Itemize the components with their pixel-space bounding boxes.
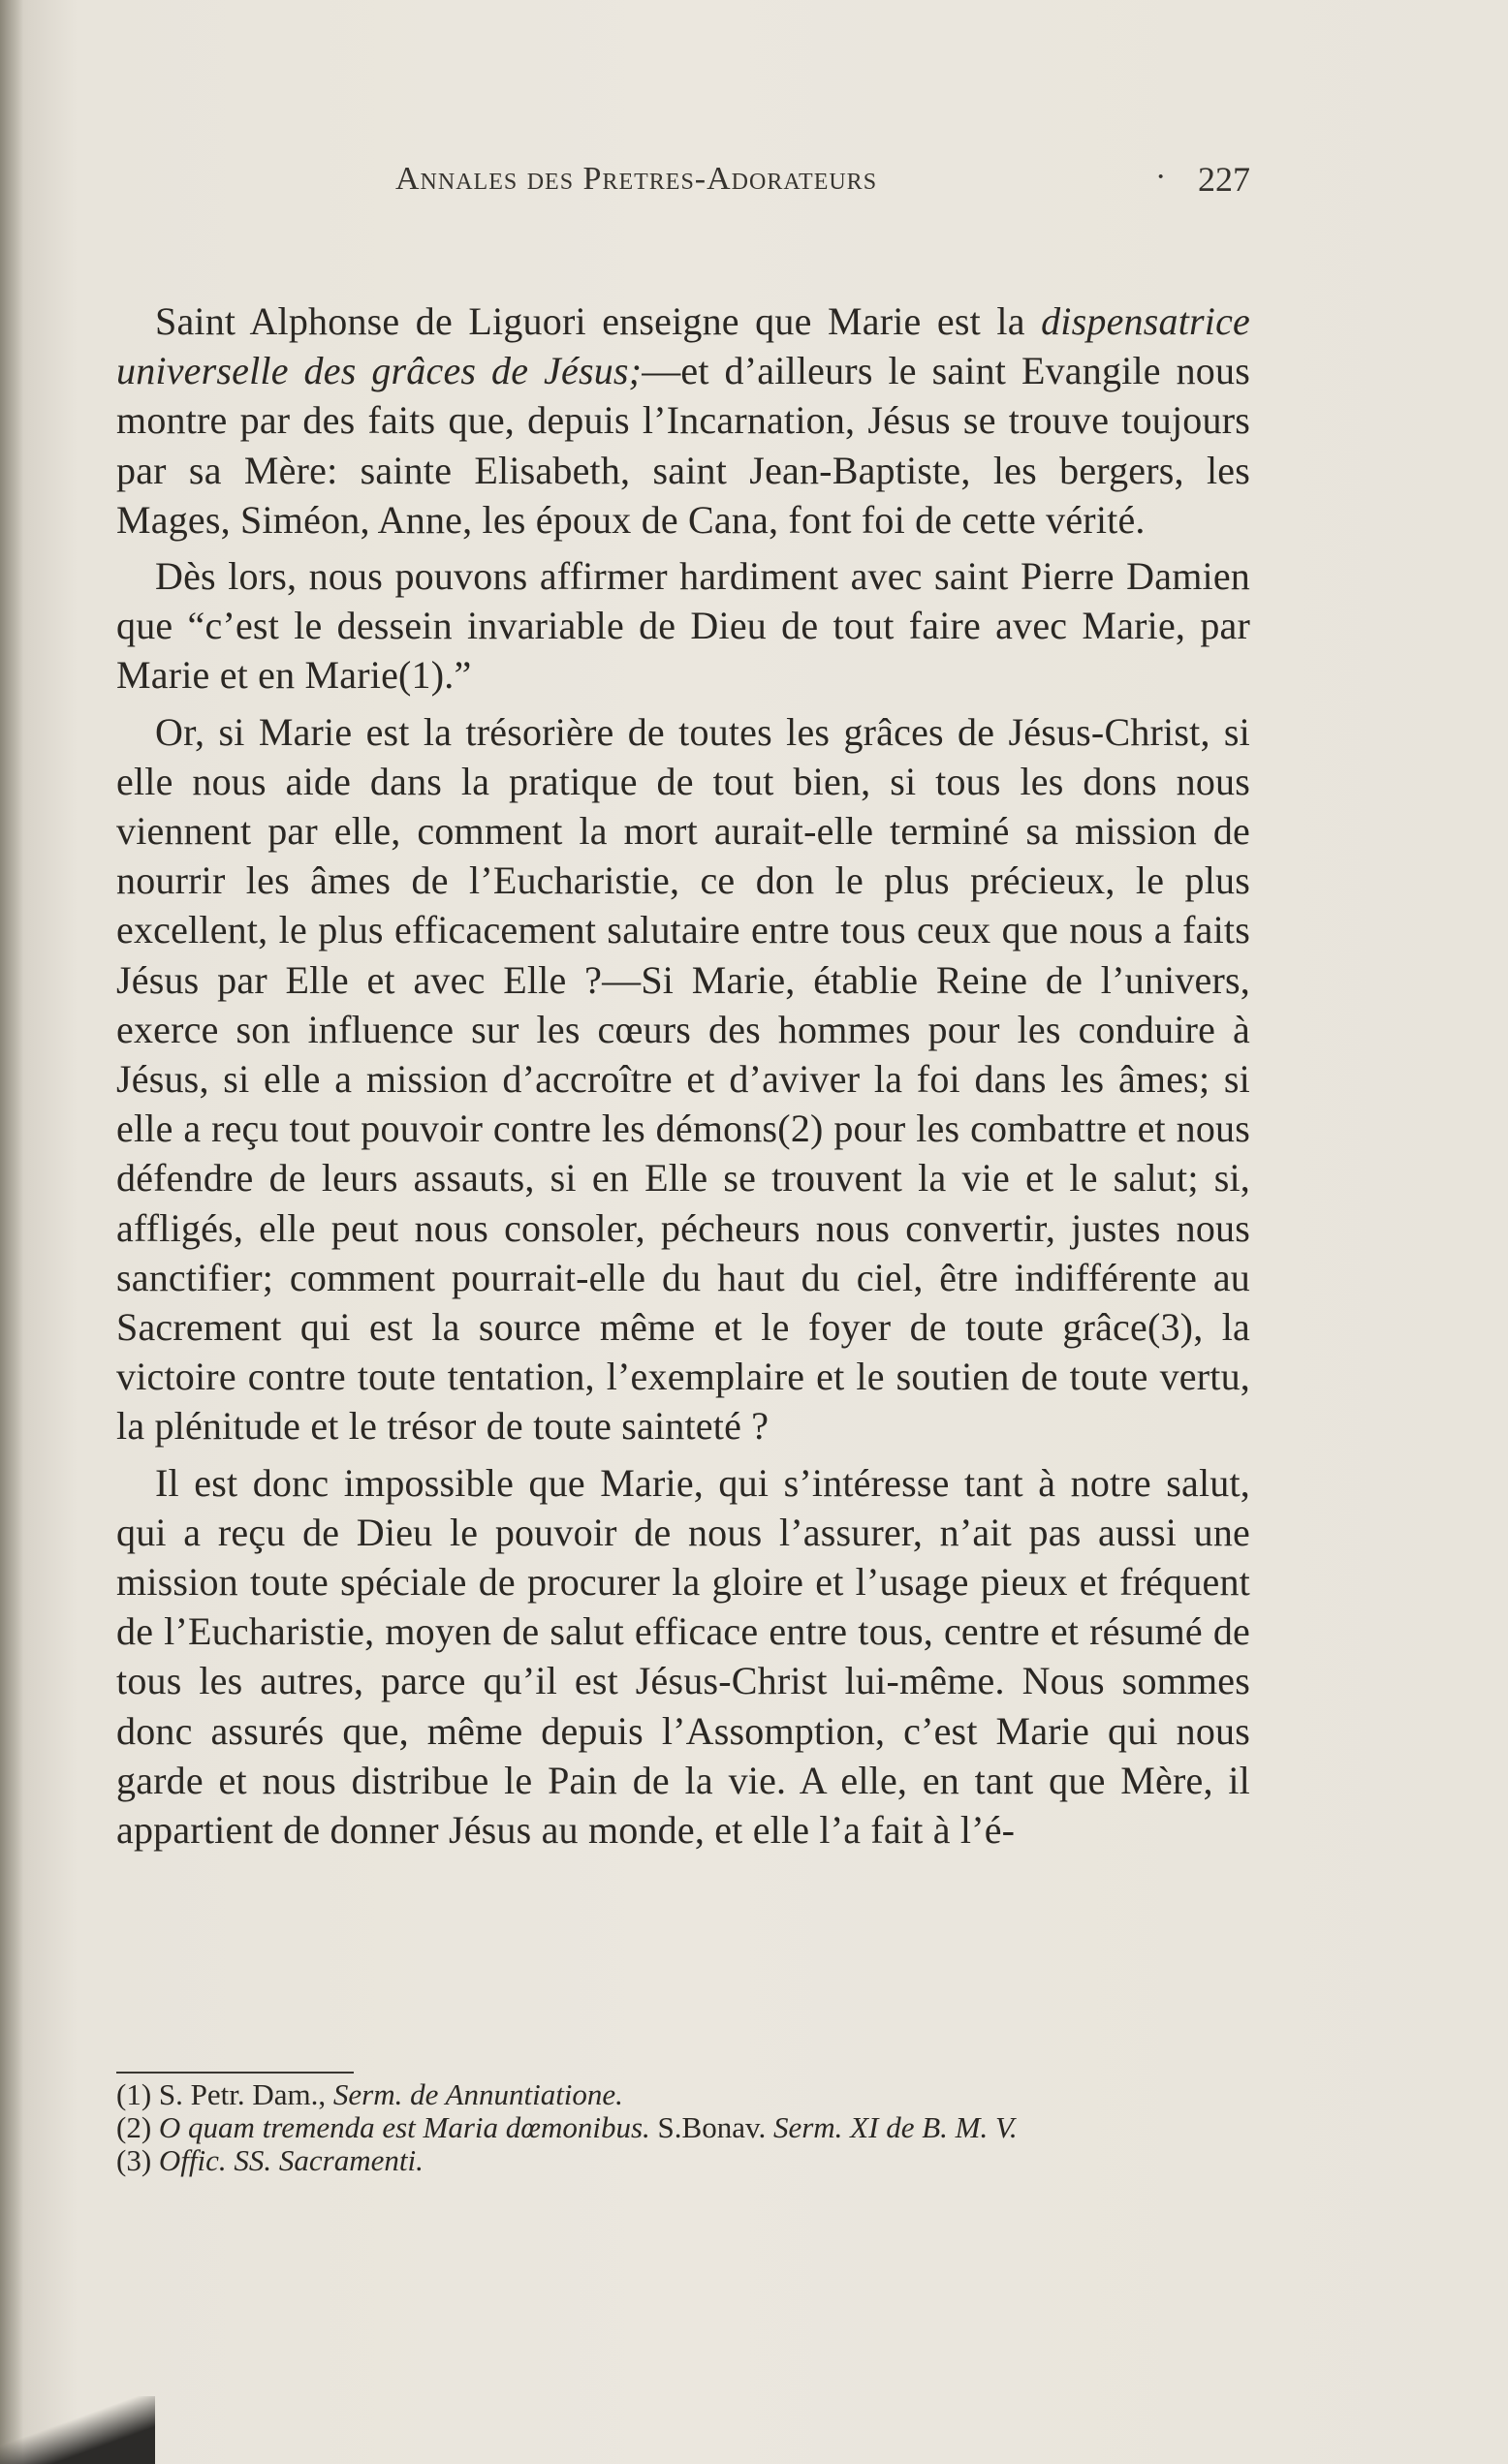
footnote-rule	[116, 2072, 354, 2074]
paragraph-3-run-1: Or, si Marie est la trésorière de toutes les grâces de Jésus-Christ, si elle nous aide dans la pratique de tout bien, si tous les dons nous viennent par elle, comment la mort aurait-elle terminé sa mission de nourrir les âmes de l’Eucharistie, ce don le plus précieux, le plus excellent, le plus efficacement salutaire entre tous ceux que nous a faits Jésus par Elle et avec Elle ?—Si Marie, établie Reine de l’univers, exerce son influence sur les cœurs des hommes pour les conduire à Jésus, si elle a mission d’accroître et d’aviver la foi dans les âmes; si elle a reçu tout pouvoir contre les démons(2) pour les combattre et nous défendre de leurs assauts, si en Elle se trouvent la vie et le salut; si, affligés, elle peut nous consoler, pécheurs nous convertir, justes nous sanctifier; comment pourrait-elle du haut du ciel, être indifférente au Sacrement qui est la source même et le foyer de toute grâce(3), la victoire contre toute tentation, l’exemplaire et le soutien de toute vertu, la plénitude et le trésor de toute sainteté ?	[116, 709, 1250, 1449]
footnote-1-run-2: Serm. de Annuntiatione.	[332, 2077, 623, 2111]
paragraph-1-run-1: Saint Alphonse de Liguori enseigne que Marie est la	[155, 299, 1042, 343]
header-dot: ·	[1155, 159, 1167, 195]
footnote-2-run-1: (2)	[116, 2110, 159, 2144]
paragraph-4	[116, 1458, 1250, 1856]
paragraph-2	[116, 551, 1250, 701]
page-header	[116, 155, 1250, 203]
paragraph-2-run-1: Dès lors, nous pouvons affirmer hardiment avec saint Pierre Damien que “c’est le dessein invariable de Dieu de tout faire avec Marie, par Marie et en Marie(1).”	[116, 554, 1250, 698]
footnote-2	[116, 2111, 1250, 2144]
footnote-1	[116, 2078, 1250, 2111]
page-corner-shadow	[0, 2396, 155, 2464]
paragraph-1-run-2: dispensatrice universelle des grâces de Jésus;	[116, 299, 1250, 393]
running-title: Annales des Pretres-Adorateurs	[395, 161, 878, 197]
footnote-2-run-2: O quam tremenda est Maria dœmonibus.	[158, 2110, 650, 2144]
page-number: 227	[1198, 160, 1250, 199]
paragraph-4-run-1: Il est donc impossible que Marie, qui s’intéresse tant à notre salut, qui a reçu de Dieu le pouvoir de nous l’assurer, n’ait pas aussi une mission toute spéciale de procurer la gloire et l’usage pieux et fréquent de l’Eucharistie, moyen de salut efficace entre tous, centre et résumé de tous les autres, parce qu’il est Jésus-Christ lui-même. Nous sommes donc assurés que, même depuis l’Assomption, c’est Marie qui nous garde et nous distribue le Pain de la vie. A elle, en tant que Mère, il appartient de donner Jésus au monde, et elle l’a fait à l’é-	[116, 1460, 1250, 1853]
footnote-2-run-4: Serm. XI de B. M. V.	[772, 2110, 1018, 2144]
footnote-3-run-1: (3)	[116, 2143, 159, 2177]
footnote-1-run-1: (1) S. Petr. Dam.,	[116, 2077, 333, 2111]
footnotes	[116, 2078, 1250, 2177]
paragraph-3	[116, 707, 1250, 1451]
footnote-3	[116, 2144, 1250, 2177]
footnote-2-run-3: S.Bonav.	[649, 2110, 773, 2144]
body-text	[116, 296, 1250, 1855]
book-spine-shadow	[0, 0, 23, 2464]
paragraph-1	[116, 296, 1250, 545]
footnote-3-run-2: Offic. SS. Sacramenti.	[158, 2143, 424, 2177]
paragraph-1-run-3: —et d’ailleurs le saint Evangile nous montre par des faits que, depuis l’Incarnation, Jésus se trouve toujours par sa Mère: sainte Elisabeth, saint Jean-Baptiste, les bergers, les Mages, Siméon, Anne, les époux de Cana, font foi de cette vérité.	[116, 349, 1250, 542]
